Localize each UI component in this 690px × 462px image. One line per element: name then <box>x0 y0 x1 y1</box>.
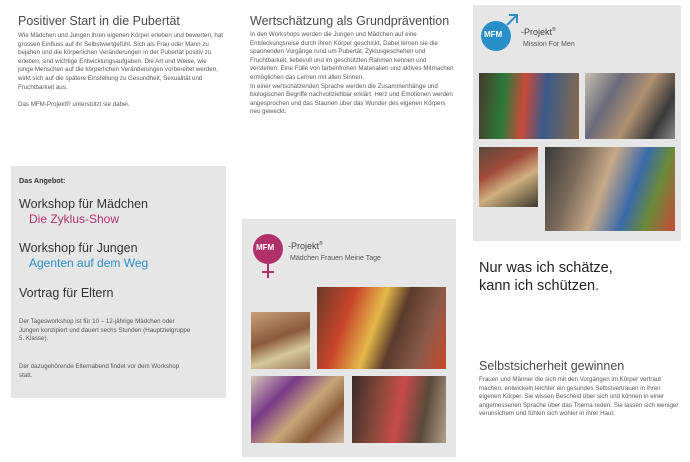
photo-girls-workshop <box>352 376 446 443</box>
body-selbstsicherheit: Frauen und Männer die sich mit den Vorgängen im Körper vertraut machen, entwickeln leichter ein gesundes Selbstvertrauen in ihren eigenen Körper. Sie wissen Bescheid über sich und können in einer angemessenen Sprache über das Thema reden. Sie lassen sich weniger verunsichern und fühlen sich wohler in ihrer Haut. <box>479 376 679 418</box>
heading-selbstsicherheit: Selbstsicherheit gewinnen <box>479 359 625 373</box>
angebot-title: Das Angebot: <box>19 176 66 185</box>
logo-tagline: Mädchen Frauen Meine Tage <box>290 255 381 262</box>
body-positiver-start: Wie Mädchen und Jungen ihren eigenen Körper erleben und bewerten, hat grossen Einfluss auf ihr Selbstwertgefühl. Sich als Frau oder Mann zu bejahen und die körperlichen Veränderungen in der Pubertät positiv zu erleben, sind wichtige Entwicklungsaufgaben. Die Art und Weise, wie junge Menschen auf die körperlichen Veränderungen vorbereitet werden, wirkt sich auf die spätere Einstellung zu Gesundheit, Sexualität und Fruchtbarkeit aus. <box>18 32 224 91</box>
angebot-text-2: Der dazugehörende Elternabend findet vor dem Workshop statt. <box>19 363 180 379</box>
photo-material <box>251 376 344 443</box>
section-wertschaetzung <box>250 14 455 117</box>
photo-boys-hands <box>585 73 675 139</box>
jungen-panel <box>473 5 681 241</box>
photo-girls-paint <box>251 312 310 369</box>
photo-boys-group <box>479 73 579 139</box>
mars-logo-icon <box>477 11 521 55</box>
support-text: Das MFM-Projekt® unterstützt sie dabei. <box>18 101 130 109</box>
section-positiver-start <box>18 14 223 110</box>
body-wertschaetzung-2: In einer wertschätzenden Sprache werden die Zusammenhänge und biologischen Begriffe nachvollziehbar erklärt. Herz und Emotionen werden angesprochen und das Staunen über das Wunder des eigenen Körpers neu geweckt. <box>250 82 453 116</box>
photo-boys-workshop <box>545 147 675 231</box>
body-wertschaetzung-1: In den Workshops werden die Jungen und Mädchen auf eine Entdeckungsreise durch ihren Körper geschickt. Dabei lernen sie die spannenden Vorgänge rund um Pubertät, Zyklusgeschehen und Fruchtbarkeit, liebevoll und im geschützten Rahmen kennen und verstehen. Eine Fülle von farbenfrohen Materialien und aktives Mitmachen ermöglichen das Lernen mit allen Sinnen. <box>250 31 454 81</box>
maedchen-panel <box>242 219 456 457</box>
workshop-maedchen-title: Workshop für Mädchen <box>19 197 148 211</box>
workshop-maedchen-sub: Die Zyklus-Show <box>29 212 120 226</box>
logo-tagline-boys: Mission For Men <box>523 41 575 48</box>
heading-wertschaetzung: Wertschätzung als Grundprävention <box>250 14 450 28</box>
slogan <box>479 259 613 295</box>
logo-mark: MFM <box>256 243 275 252</box>
angebot-text-1: Der Tagesworkshop ist für 10 – 12-jährige Mädchen oder Jungen konzipiert und dauert sechs Stunden (Hauptzielgruppe 5. Klasse). <box>19 318 191 343</box>
workshop-jungen-title: Workshop für Jungen <box>19 241 138 255</box>
workshop-jungen-sub: Agenten auf dem Weg <box>29 256 149 270</box>
slogan-line-1: Nur was ich schätze, <box>479 260 613 276</box>
section-selbstsicherheit <box>479 359 679 419</box>
slogan-line-2: kann ich schützen. <box>479 278 600 294</box>
photo-girls-group <box>317 287 446 369</box>
logo-brand-boys: -Projekt® <box>521 27 556 37</box>
photo-boys-small <box>479 147 538 207</box>
heading-positiver-start: Positiver Start in die Pubertät <box>18 14 180 28</box>
venus-logo-icon <box>248 231 288 281</box>
vortrag-eltern-title: Vortrag für Eltern <box>19 286 114 300</box>
logo-mark-boys: MFM <box>484 30 503 39</box>
logo-brand: -Projekt® <box>288 241 323 251</box>
angebot-box <box>11 166 226 398</box>
